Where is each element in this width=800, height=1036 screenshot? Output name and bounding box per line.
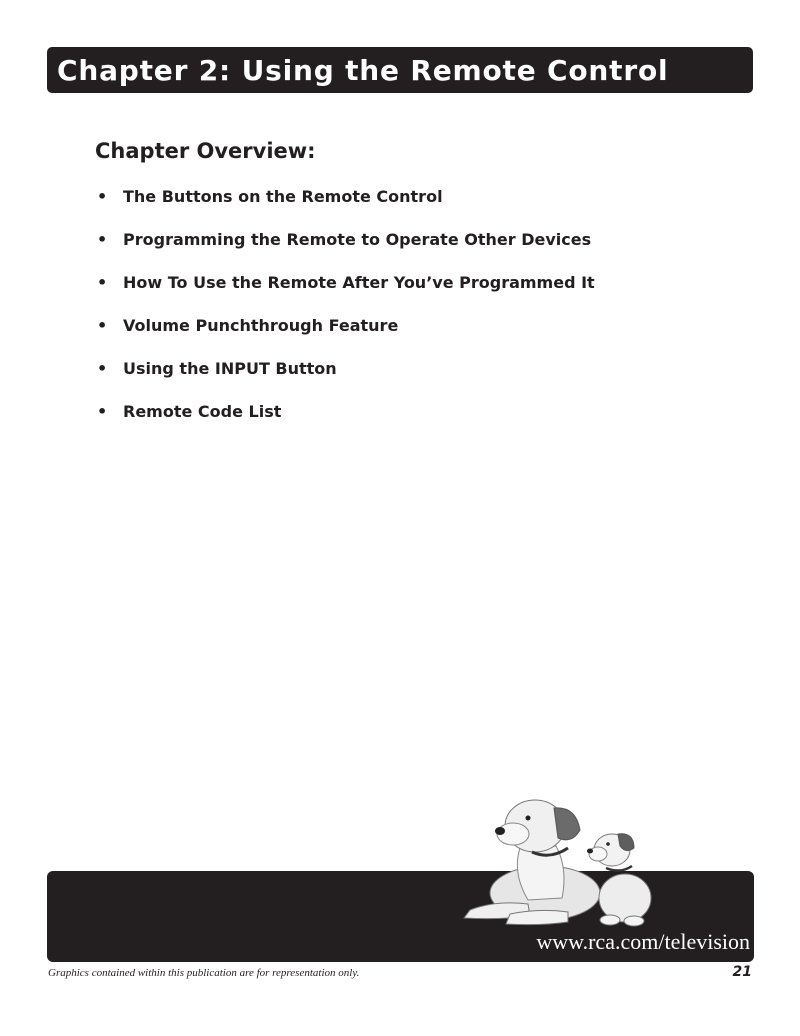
chapter-banner bbox=[47, 47, 753, 93]
overview-item-code-list bbox=[95, 400, 595, 443]
overview-item-programming bbox=[95, 228, 595, 271]
overview-item-label: Programming the Remote to Operate Other Devices bbox=[123, 230, 592, 249]
overview-item-label: The Buttons on the Remote Control bbox=[123, 187, 443, 206]
bullet-icon: • bbox=[97, 316, 108, 335]
overview-list bbox=[95, 185, 595, 443]
disclaimer-text: Graphics contained within this publication are for representation only. bbox=[48, 967, 360, 979]
bullet-icon: • bbox=[97, 402, 108, 421]
overview-item-label: Remote Code List bbox=[123, 402, 282, 421]
bullet-icon: • bbox=[97, 273, 108, 292]
bullet-icon: • bbox=[97, 230, 108, 249]
page-number: 21 bbox=[732, 964, 752, 980]
bullet-icon: • bbox=[97, 187, 108, 206]
overview-item-label: How To Use the Remote After You’ve Programmed It bbox=[123, 273, 595, 292]
website-url: www.rca.com/television bbox=[536, 929, 750, 954]
chapter-title: Chapter 2: Using the Remote Control bbox=[57, 53, 669, 87]
overview-item-buttons bbox=[95, 185, 595, 228]
overview-item-label: Using the INPUT Button bbox=[123, 359, 337, 378]
dog-and-puppy-illustration bbox=[450, 788, 660, 928]
overview-item-label: Volume Punchthrough Feature bbox=[123, 316, 399, 335]
overview-item-usage bbox=[95, 271, 595, 314]
bullet-icon: • bbox=[97, 359, 108, 378]
overview-item-input bbox=[95, 357, 595, 400]
overview-heading: Chapter Overview: bbox=[95, 139, 316, 163]
overview-item-volume bbox=[95, 314, 595, 357]
